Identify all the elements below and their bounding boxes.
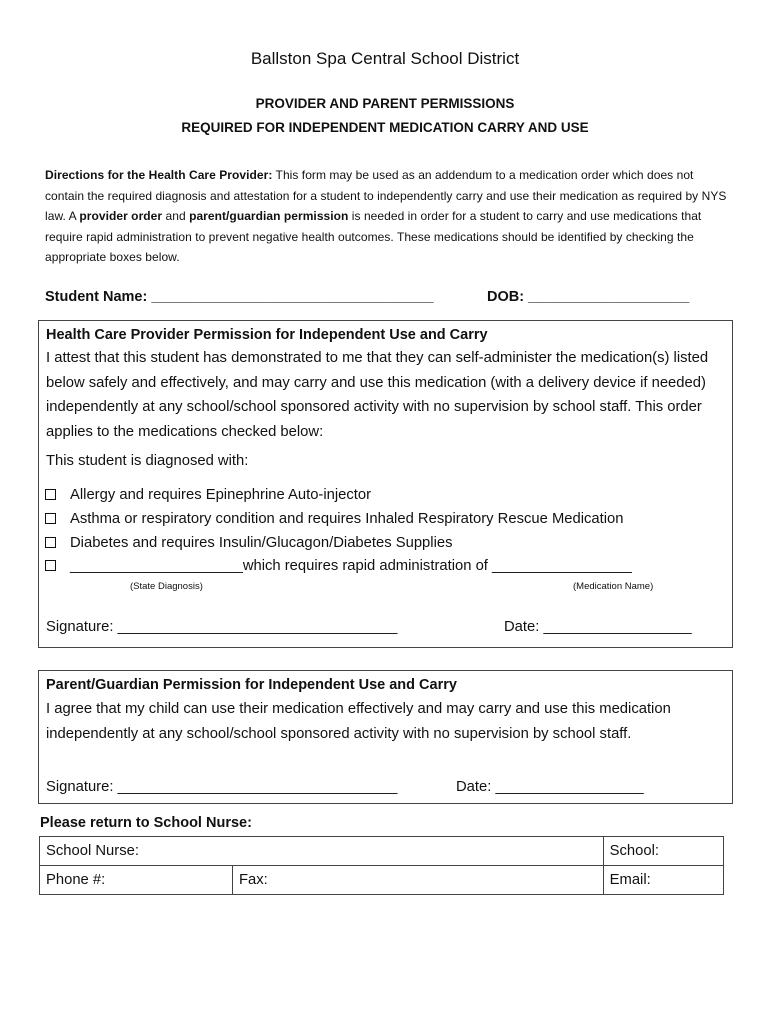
option-allergy[interactable]	[45, 487, 371, 503]
option-asthma[interactable]	[45, 511, 624, 527]
state-diagnosis-caption: (State Diagnosis)	[130, 581, 203, 592]
directions-bold-parent-permission: parent/guardian permission	[189, 209, 349, 224]
option-other-diagnosis[interactable]	[45, 558, 632, 574]
option-diabetes-label: Diabetes and requires Insulin/Glucagon/Diabetes Supplies	[70, 535, 453, 551]
parent-signature-field[interactable]: Signature: __________________________________	[46, 779, 398, 795]
phone-cell[interactable]: Phone #:	[40, 866, 233, 895]
provider-directions	[45, 165, 727, 268]
checkbox-icon[interactable]	[45, 560, 56, 571]
directions-lead: Directions for the Health Care Provider:	[45, 168, 273, 182]
student-info-line	[45, 289, 735, 305]
email-cell[interactable]: Email:	[603, 866, 723, 895]
provider-permission-section	[38, 320, 733, 648]
school-nurse-cell[interactable]: School Nurse:	[40, 837, 604, 866]
form-title-line1: PROVIDER AND PARENT PERMISSIONS	[255, 96, 515, 111]
dob-field[interactable]: DOB: ____________________	[487, 289, 690, 305]
parent-date-field[interactable]: Date: __________________	[456, 779, 644, 795]
checkbox-icon[interactable]	[45, 537, 56, 548]
student-name-field[interactable]: Student Name: ___________________________________	[45, 289, 434, 305]
parent-section-heading: Parent/Guardian Permission for Independent Use and Carry	[46, 677, 457, 693]
fax-cell[interactable]: Fax:	[233, 866, 604, 895]
parent-agreement-text: I agree that my child can use their medication effectively and may carry and use this medication independently at any school/school sponsored activity with no supervision by school staff.	[46, 701, 671, 742]
table-row	[40, 866, 724, 895]
option-asthma-label: Asthma or respiratory condition and requires Inhaled Respiratory Rescue Medication	[70, 511, 624, 527]
school-nurse-contact-table	[39, 836, 724, 895]
district-name: Ballston Spa Central School District	[250, 49, 520, 68]
provider-section-heading: Health Care Provider Permission for Independent Use and Carry	[46, 327, 488, 343]
directions-bold-provider-order: provider order	[79, 209, 163, 224]
provider-attestation-text: I attest that this student has demonstrated to me that they can self-administer the medication(s) listed below safely and effectively, and may carry and use this medication (with a delivery device if needed) independently at any school/school sponsored activity with no supervision by school staff. This order applies to the medications checked below:	[46, 350, 709, 440]
school-cell[interactable]: School:	[603, 837, 723, 866]
directions-text2: and	[162, 209, 190, 224]
form-title-line2: REQUIRED FOR INDEPENDENT MEDICATION CARRY AND USE	[181, 120, 589, 135]
medication-name-caption: (Medication Name)	[573, 581, 654, 592]
directions-text3: is needed in order for a student to carry and use medications that require rapid administration to prevent negative health outcomes. These medications should be identified by checking the appropriate boxes below.	[45, 209, 702, 265]
return-to-nurse-title: Please return to School Nurse:	[40, 815, 252, 831]
option-allergy-label: Allergy and requires Epinephrine Auto-injector	[70, 487, 372, 503]
table-row	[40, 837, 724, 866]
option-diabetes[interactable]	[45, 535, 453, 551]
parent-permission-section	[38, 670, 733, 804]
provider-date-field[interactable]: Date: __________________	[504, 619, 692, 635]
directions-text1: This form may be used as an addendum to a medication order which does not contain the required diagnosis and attestation for a student to independently carry and use their medication as required by NYS law. A	[45, 168, 727, 224]
option-other-label[interactable]: _____________________which requires rapid administration of _________________	[70, 558, 632, 574]
diagnosed-label: This student is diagnosed with:	[46, 453, 249, 469]
checkbox-icon[interactable]	[45, 489, 56, 500]
checkbox-icon[interactable]	[45, 513, 56, 524]
provider-signature-field[interactable]: Signature: __________________________________	[46, 619, 398, 635]
